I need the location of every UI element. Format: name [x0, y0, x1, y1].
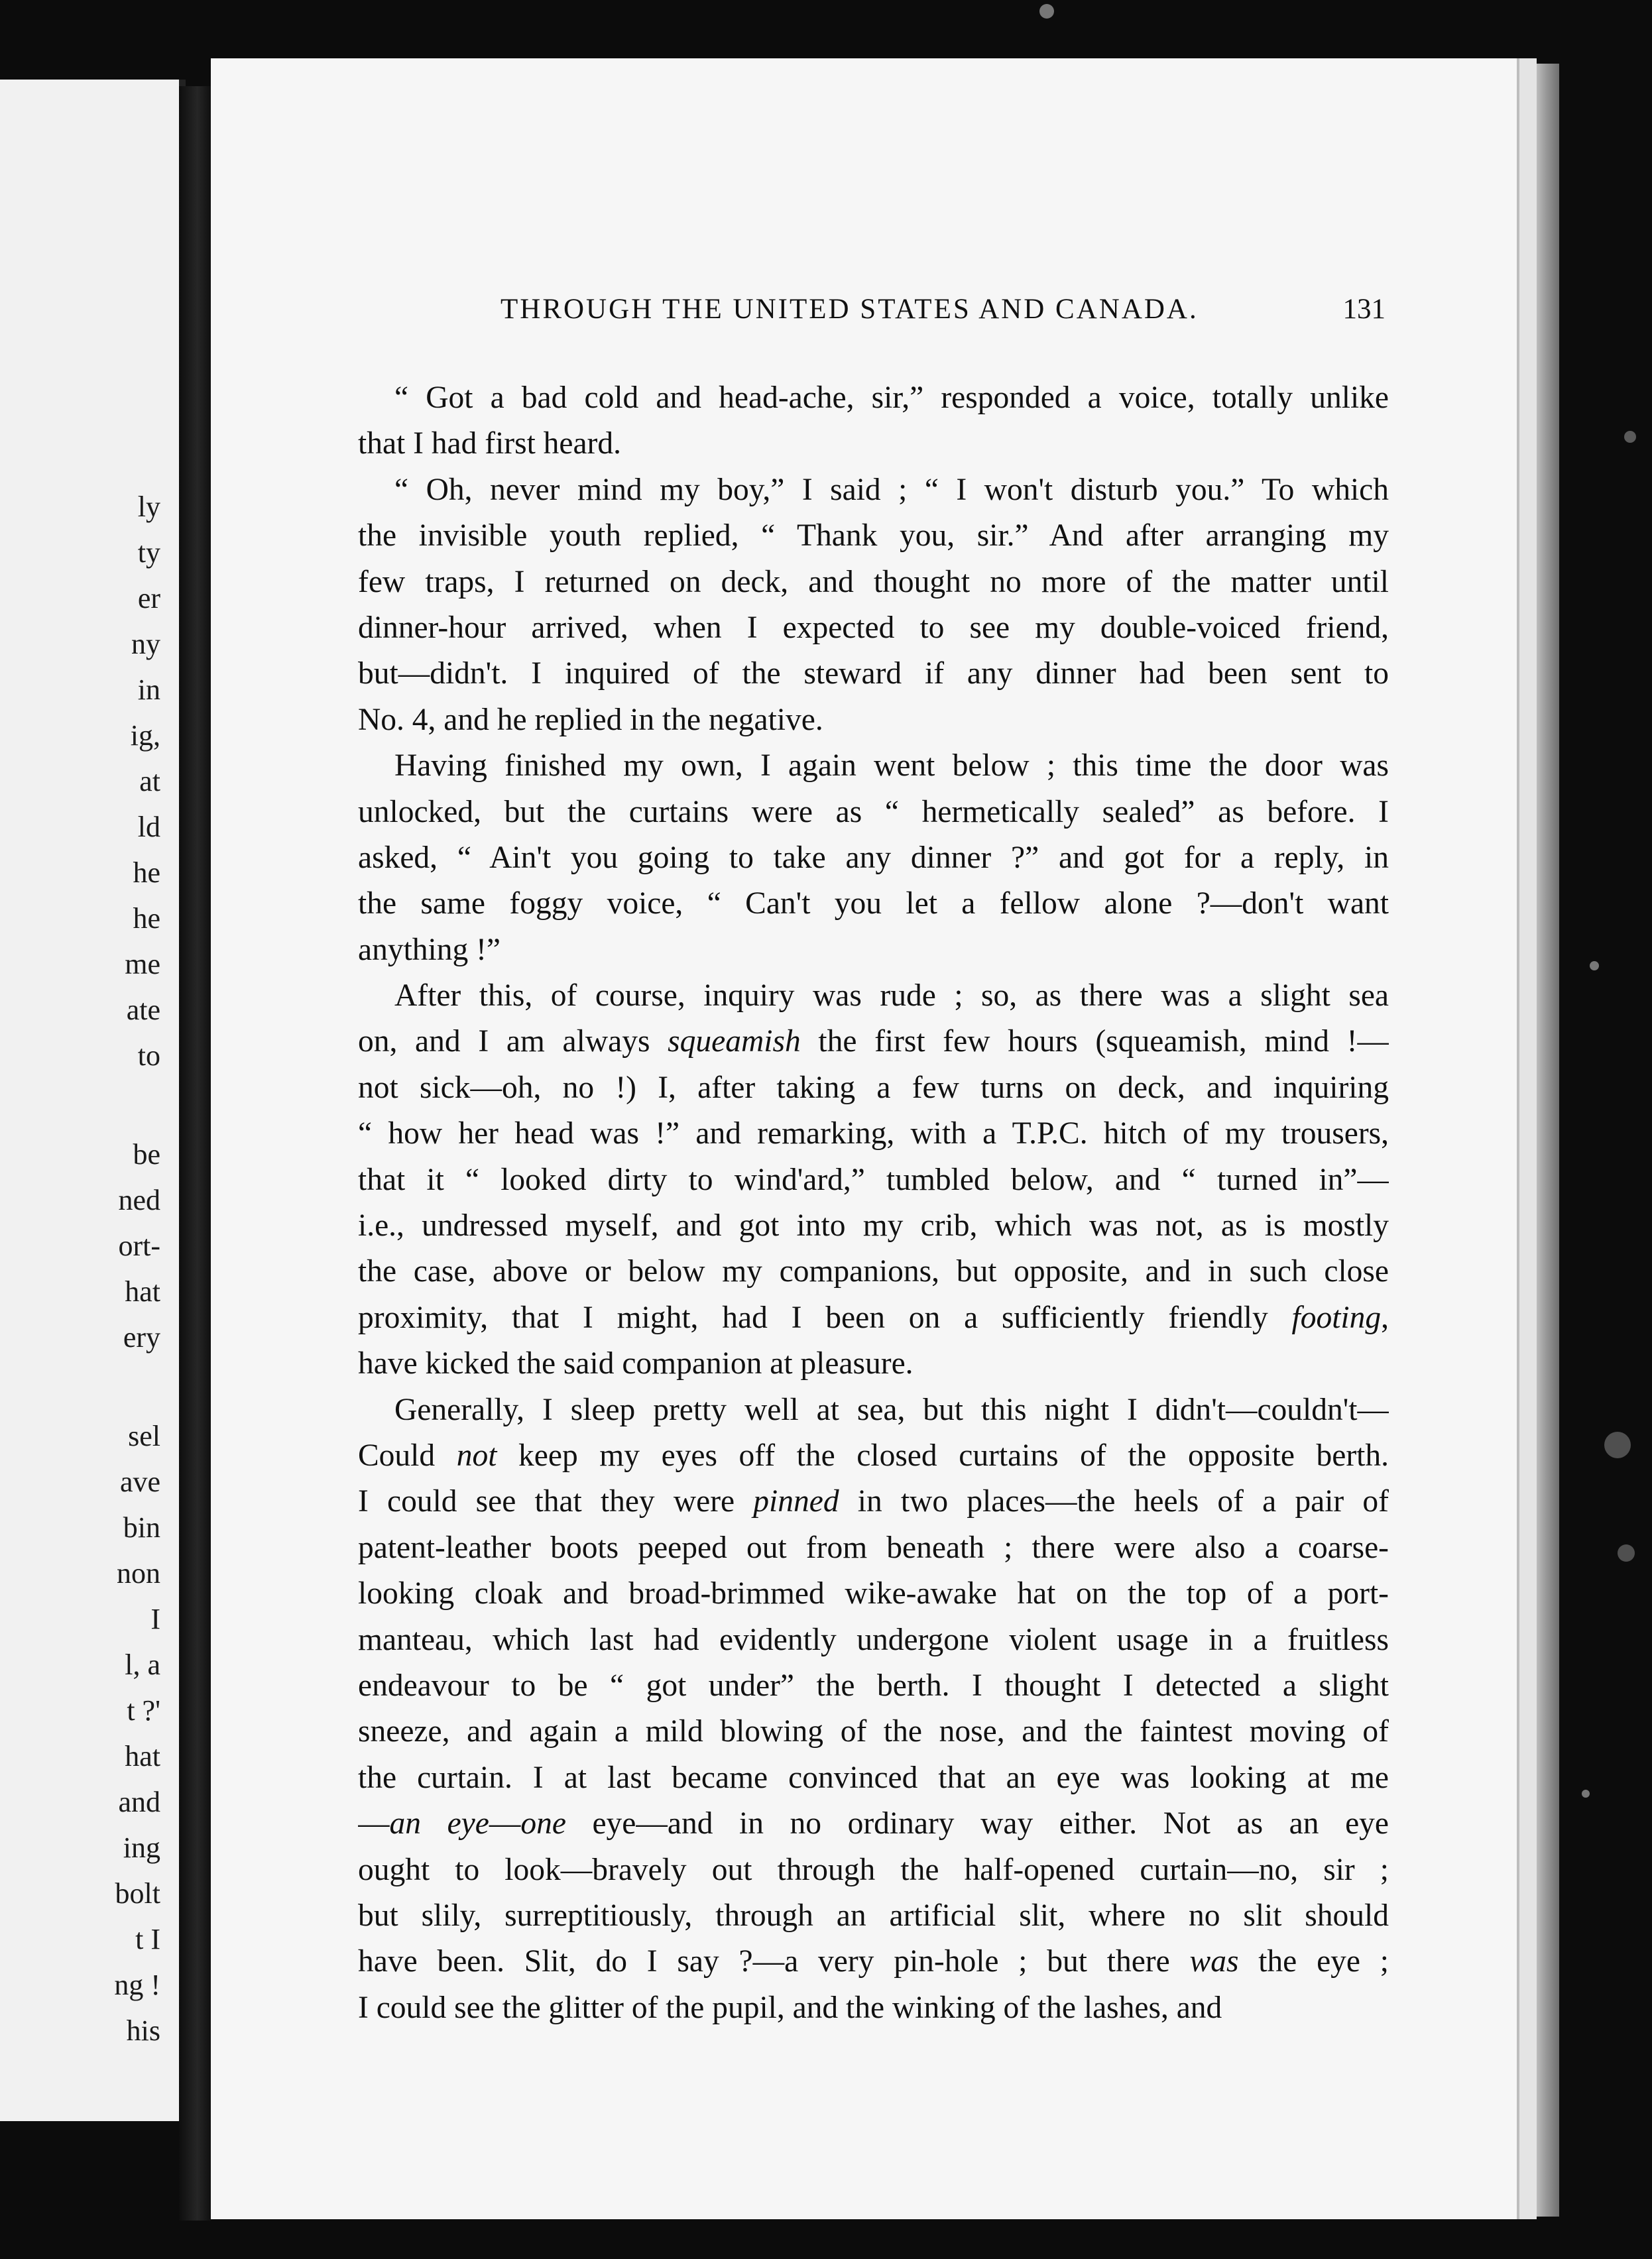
previous-page-line: ng ! — [114, 1969, 160, 2001]
previous-page-line: l, a — [125, 1649, 160, 1681]
text-line: that it “ looked dirty to wind'ard,” tumbled below, and “ turned in”— — [358, 1162, 1389, 1197]
text-line: —an eye—one eye—and in no ordinary way either. Not as an eye — [358, 1806, 1389, 1841]
previous-page-line: t I — [135, 1923, 160, 1955]
scan-speck — [1624, 431, 1636, 443]
text-line: Having finished my own, I again went below ; this time the door was — [394, 748, 1389, 783]
text-line: have kicked the said companion at pleasure. — [358, 1346, 914, 1381]
previous-page-line: me — [125, 948, 160, 980]
previous-page-line: to — [137, 1039, 160, 1072]
previous-page-line: be — [133, 1138, 160, 1171]
previous-page-line: I — [150, 1603, 160, 1635]
text-line: looking cloak and broad-brimmed wike-awake hat on the top of a port- — [358, 1576, 1389, 1611]
text-line: have been. Slit, do I say ?—a very pin-hole ; but there was the eye ; — [358, 1944, 1389, 1979]
previous-page-line: ave — [119, 1466, 160, 1498]
previous-page-line — [0, 1078, 179, 1131]
text-line: “ Oh, never mind my boy,” I said ; “ I won't disturb you.” To which — [394, 472, 1389, 507]
text-line: proximity, that I might, had I been on a sufficiently friendly footing, — [358, 1300, 1389, 1335]
previous-page-line: ty — [137, 536, 160, 569]
text-line: few traps, I returned on deck, and thought no more of the matter until — [358, 564, 1389, 599]
previous-page-line: ing — [123, 1831, 160, 1864]
text-line: i.e., undressed myself, and got into my crib, which was not, as is mostly — [358, 1208, 1389, 1244]
previous-page-text — [0, 484, 179, 2054]
previous-page-line: ny — [131, 628, 160, 660]
scan-speck — [1604, 1432, 1631, 1458]
text-line: but—didn't. I inquired of the steward if any dinner had been sent to — [358, 656, 1389, 691]
text-line: Could not keep my eyes off the closed curtains of the opposite berth. — [358, 1438, 1389, 1473]
text-line: manteau, which last had evidently undergone violent usage in a fruitless — [358, 1622, 1389, 1657]
previous-page-line: ig, — [130, 719, 160, 752]
scan-speck — [1582, 1790, 1590, 1798]
text-line: ought to look—bravely out through the half-opened curtain—no, sir ; — [358, 1852, 1389, 1887]
text-line: patent-leather boots peeped out from beneath ; there were also a coarse- — [358, 1530, 1389, 1565]
previous-page — [0, 80, 186, 2121]
previous-page-line: ery — [123, 1321, 160, 1354]
scan-speck — [1039, 4, 1054, 19]
text-line: I could see the glitter of the pupil, and the winking of the lashes, and — [358, 1990, 1222, 2025]
previous-page-line: hat — [125, 1275, 160, 1308]
text-line: anything !” — [358, 932, 501, 967]
text-line: Generally, I sleep pretty well at sea, but this night I didn't—couldn't— — [394, 1392, 1389, 1427]
text-line: asked, “ Ain't you going to take any dinner ?” and got for a reply, in — [358, 840, 1389, 875]
running-head — [285, 293, 1386, 339]
previous-page-line: bin — [123, 1511, 160, 1544]
previous-page-line: he — [133, 902, 160, 935]
body-text — [358, 375, 1389, 2031]
previous-page-line: er — [137, 582, 160, 614]
text-line: the case, above or below my companions, but opposite, and in such close — [358, 1254, 1389, 1289]
scan-speck — [1618, 1544, 1635, 1562]
previous-page-line: ned — [118, 1184, 160, 1216]
text-line: dinner-hour arrived, when I expected to see my double-voiced friend, — [358, 610, 1389, 645]
text-line: “ how her head was !” and remarking, with a T.P.C. hitch of my trousers, — [358, 1116, 1389, 1151]
text-line: not sick—oh, no !) I, after taking a few turns on deck, and inquiring — [358, 1070, 1389, 1105]
scan-speck — [1590, 961, 1599, 970]
previous-page-line: ld — [137, 811, 160, 843]
page-edge — [1537, 64, 1559, 2217]
previous-page-line: and — [118, 1786, 160, 1818]
previous-page-line: ate — [126, 994, 160, 1026]
text-line: that I had first heard. — [358, 426, 622, 461]
previous-page-line: t ?' — [127, 1694, 160, 1727]
previous-page-line — [0, 1360, 179, 1413]
running-head-title: THROUGH THE UNITED STATES AND CANADA. — [501, 294, 1199, 325]
text-line: endeavour to be “ got under” the berth. I thought I detected a slight — [358, 1668, 1389, 1703]
text-line: the same foggy voice, “ Can't you let a fellow alone ?—don't want — [358, 886, 1389, 921]
previous-page-line: sel — [128, 1420, 160, 1452]
previous-page-line: ly — [137, 491, 160, 523]
previous-page-line: in — [137, 673, 160, 706]
book-gutter — [179, 86, 212, 2221]
text-line: No. 4, and he replied in the negative. — [358, 702, 823, 737]
text-line: sneeze, and again a mild blowing of the nose, and the faintest moving of — [358, 1714, 1389, 1749]
previous-page-line: ort- — [118, 1230, 160, 1262]
previous-page-line: his — [126, 2014, 160, 2047]
previous-page-line: bolt — [115, 1877, 160, 1910]
text-line: unlocked, but the curtains were as “ hermetically sealed” as before. I — [358, 794, 1389, 829]
text-line: the curtain. I at last became convinced that an eye was looking at me — [358, 1760, 1389, 1795]
previous-page-line: at — [139, 765, 160, 797]
text-line: on, and I am always squeamish the first few hours (squeamish, mind !— — [358, 1024, 1389, 1059]
text-line: After this, of course, inquiry was rude ; so, as there was a slight sea — [394, 978, 1389, 1014]
page-number: 131 — [1342, 294, 1386, 325]
text-line: but slily, surreptitiously, through an artificial slit, where no slit should — [358, 1898, 1389, 1933]
previous-page-line: hat — [125, 1740, 160, 1772]
text-line: “ Got a bad cold and head-ache, sir,” responded a voice, totally unlike — [394, 380, 1389, 415]
text-line: the invisible youth replied, “ Thank you, sir.” And after arranging my — [358, 518, 1389, 553]
previous-page-line: he — [133, 856, 160, 889]
text-line: I could see that they were pinned in two places—the heels of a pair of — [358, 1484, 1389, 1519]
previous-page-line: non — [117, 1557, 160, 1590]
